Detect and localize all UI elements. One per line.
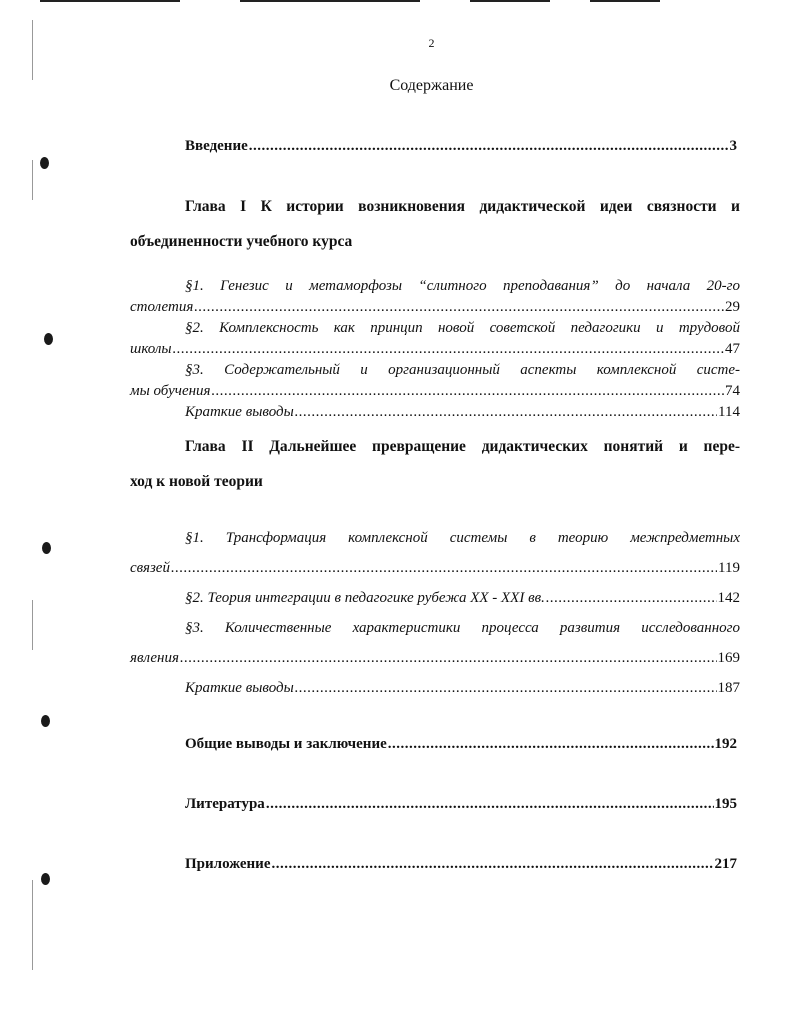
toc-title: Содержание <box>389 77 474 94</box>
leader-dots <box>266 794 714 815</box>
toc-entry-label: Приложение <box>185 856 271 872</box>
leader-dots <box>173 339 724 360</box>
toc-entry-ch1-summary[interactable] <box>185 402 740 423</box>
toc-entry-label-cont: школы <box>130 341 172 357</box>
toc-entry-page: 114 <box>718 404 740 420</box>
scan-artifact <box>40 0 180 2</box>
page-number: 2 <box>428 36 435 50</box>
leader-dots <box>180 643 717 673</box>
leader-dots <box>388 734 714 755</box>
leader-dots <box>171 553 717 583</box>
toc-entry-label-cont: мы обучения <box>130 383 211 399</box>
punch-hole <box>41 715 50 727</box>
leader-dots <box>194 297 724 318</box>
toc-entry-page: 217 <box>714 856 737 872</box>
leader-dots <box>295 402 717 423</box>
scan-artifact <box>32 600 33 650</box>
toc-entry-ch2-s2[interactable] <box>185 583 740 613</box>
toc-entry-ch1-s3[interactable] <box>130 360 740 402</box>
toc-entry-ch2-s3[interactable] <box>130 613 740 673</box>
leader-dots <box>249 136 729 157</box>
scan-artifact <box>470 0 550 2</box>
toc-entry-page: 3 <box>729 138 737 154</box>
toc-entry-label: Краткие выводы <box>185 680 294 696</box>
toc-entry-page: 74 <box>725 383 740 399</box>
scan-artifact <box>32 880 33 970</box>
toc-entry-literature[interactable] <box>185 794 737 815</box>
punch-hole <box>42 542 51 554</box>
chapter-2-heading[interactable] <box>130 429 740 499</box>
toc-entry-label: §2. Теория интеграции в педагогике рубежа XX - XXI вв. <box>185 590 545 606</box>
toc-entry-introduction[interactable] <box>185 136 737 157</box>
toc-entry-page: 192 <box>714 736 737 752</box>
punch-hole <box>41 873 50 885</box>
scan-artifact <box>590 0 660 2</box>
toc-entry-label: §3. Количественные характеристики процесса развития исследованного <box>185 620 740 636</box>
toc-entry-conclusion[interactable] <box>185 734 737 755</box>
toc-entry-label: Литература <box>185 796 265 812</box>
toc-entry-page: 195 <box>714 796 737 812</box>
toc-entry-page: 187 <box>717 680 740 696</box>
chapter-1-sections <box>130 276 740 423</box>
toc-entry-label-cont: столетия <box>130 299 194 315</box>
toc-entry-label: §2. Комплексность как принцип новой советской педагогики и трудовой <box>185 320 740 336</box>
scan-artifact <box>240 0 420 2</box>
toc-entry-page: 47 <box>725 341 740 357</box>
toc-entry-page: 142 <box>717 590 740 606</box>
scan-artifact <box>32 160 33 200</box>
toc-entry-ch1-s2[interactable] <box>130 318 740 360</box>
leader-dots <box>212 381 724 402</box>
chapter-heading-line: ход к новой теории <box>130 473 263 490</box>
toc-entry-ch2-s1[interactable] <box>130 523 740 583</box>
toc-entry-appendix[interactable] <box>185 854 737 875</box>
toc-entry-page: 29 <box>725 299 740 315</box>
chapter-heading-line: Глава II Дальнейшее превращение дидактических понятий и пере- <box>185 438 740 455</box>
chapter-heading-line: объединенности учебного курса <box>130 233 353 250</box>
toc-entry-label: Общие выводы и заключение <box>185 736 387 752</box>
toc-entry-page: 119 <box>718 560 740 576</box>
toc-entry-label: §3. Содержательный и организационный аспекты комплексной систе- <box>185 362 740 378</box>
toc-entry-label: §1. Трансформация комплексной системы в теорию межпредметных <box>185 530 740 546</box>
toc-entry-ch2-summary[interactable] <box>185 673 740 703</box>
toc-entry-page: 169 <box>717 650 740 666</box>
toc-entry-ch1-s1[interactable] <box>130 276 740 318</box>
toc-entry-label-cont: связей <box>130 560 170 576</box>
toc-entry-label: Краткие выводы <box>185 404 294 420</box>
chapter-1-heading[interactable] <box>130 189 740 259</box>
leader-dots <box>546 583 717 613</box>
chapter-heading-line: Глава I К истории возникновения дидактической идеи связности и <box>185 198 740 215</box>
leader-dots <box>271 854 713 875</box>
toc-entry-label: Введение <box>185 138 248 154</box>
punch-hole <box>40 157 49 169</box>
leader-dots <box>295 673 717 703</box>
toc-entry-label-cont: явления <box>130 650 179 666</box>
punch-hole <box>44 333 53 345</box>
toc-entry-label: §1. Генезис и метаморфозы “слитного преподавания” до начала 20-го <box>185 278 740 294</box>
chapter-2-sections <box>130 523 740 703</box>
